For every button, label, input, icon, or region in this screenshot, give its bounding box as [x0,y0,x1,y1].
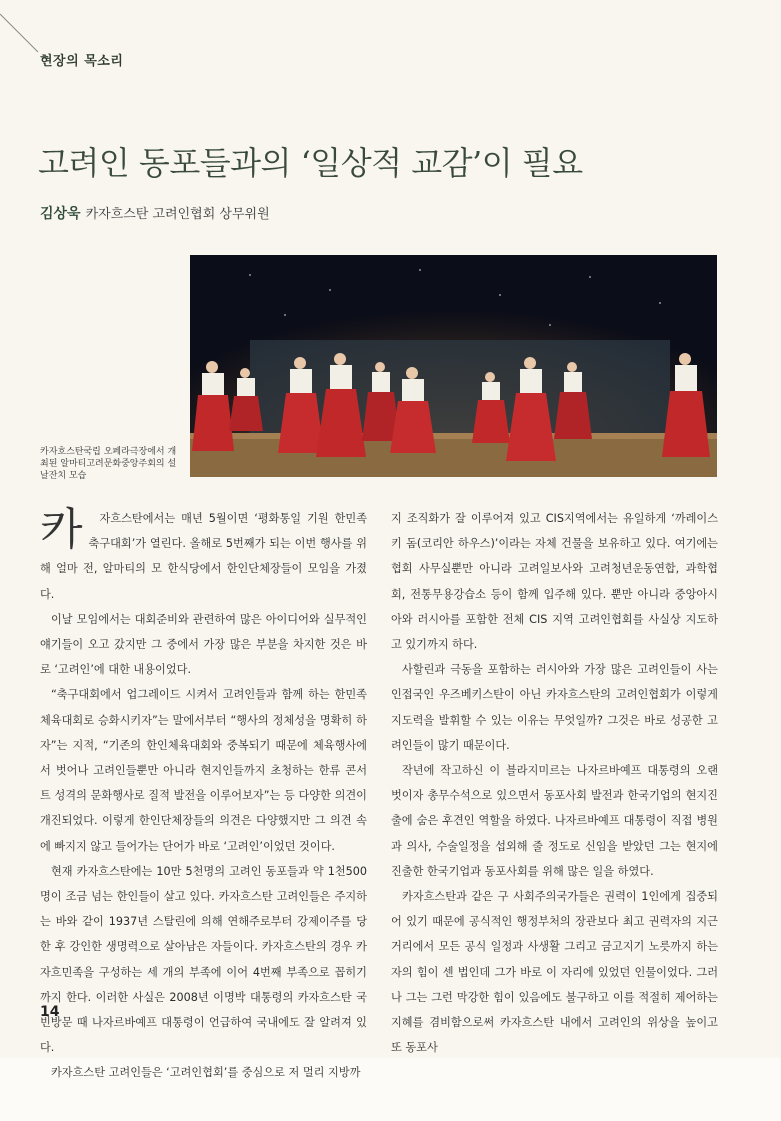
article-column-right [391,506,718,1060]
paragraph: 이날 모임에서는 대회준비와 관련하여 많은 아이디어와 실무적인 얘기들이 오고 갔지만 그 중에서 가장 많은 부분을 차지한 것은 바로 ‘고려인’에 대한 내용이었다. [40,612,367,677]
paragraph: “축구대회에서 업그레이드 시켜서 고려인들과 함께 하는 한민족 체육대회로 승화시키자”는 말에서부터 “행사의 정체성을 명확히 하자”는 지적, “기존의 한인체육대회와 중복되기 때문에 체육행사에서 벗어나 고려인들뿐만 아니라 현지인들까지 초청하는 한류 콘서트 성격의 문화행사로 질적 발전을 이루어보자”는 등 다양한 의견이 개진되었다. 이렇게 한인단체장들의 의견은 다양했지만 그 의견 속에 빠지지 않고 들어가는 단어가 바로 ‘고려인’이었던 것이다. [40,688,367,853]
paragraph: 카자흐스탄 고려인들은 ‘고려인협회’를 중심으로 저 멀리 지방까 [51,1066,361,1080]
photo-caption: 카자흐스탄국립 오페라극장에서 개최된 알마티고려문화중앙주회의 설날잔치 모습 [40,447,177,481]
paragraph: 지 조직화가 잘 이루어져 있고 CIS지역에서는 유일하게 ‘까레이스키 돔(코리안 하우스)’이라는 자체 건물을 보유하고 있다. 여기에는 협회 사무실뿐만 아니라 고려일보사와 고려청년운동연합, 과학협회, 전통무용강습소 등이 함께 입주해 있다. 뿐만 아니라 중앙아시아와 러시아를 포함한 전체 CIS 지역 고려인협회를 사실상 지도하고 있기까지 하다. [391,512,718,652]
article-column-left [40,506,367,1086]
author-affiliation: 카자흐스탄 고려인협회 상무위원 [85,207,270,222]
paragraph: 카자흐스탄과 같은 구 사회주의국가들은 권력이 1인에게 집중되어 있기 때문에 공식적인 행정부처의 장관보다 최고 권력자의 지근거리에서 모든 공식 일정과 사생활 그리고 금고지기 노릇까지 하는 자의 힘이 센 법인데 그가 바로 이 자리에 있었던 인물이었다. 그러나 그는 그런 막강한 힘이 있음에도 불구하고 이를 적절히 제어하는 지혜를 겸비함으로써 카자흐스탄 내에서 고려인의 위상을 높이고 또 동포사 [391,890,718,1055]
author-name: 김상욱 [40,206,81,222]
section-label: 현장의 목소리 [40,54,124,69]
byline [40,203,270,223]
article-title: 고려인 동포들과의 ‘일상적 교감’이 필요 [38,144,583,182]
paragraph [40,506,367,607]
drop-cap: 카 [40,504,83,555]
paragraph: 현재 카자흐스탄에는 10만 5천명의 고려인 동포들과 약 1천500명이 조금 넘는 한인들이 살고 있다. 카자흐스탄 고려인들은 주지하는 바와 같이 1937년 스탈린에 의해 연해주로부터 강제이주를 당한 후 강인한 생명력으로 살아남은 자들이다. 카자흐스탄의 경우 카자흐민족을 구성하는 세 개의 부족에 이어 4번째 부족으로 꼽히기 까지 한다. 이러한 사실은 2008년 이명박 대통령의 카자흐스탄 국빈방문 때 나자르바예프 대통령이 언급하여 국내에도 잘 알려져 있다. [40,864,367,1055]
paragraph: 사할린과 극동을 포함하는 러시아와 가장 많은 고려인들이 사는 인접국인 우즈베키스탄이 아닌 카자흐스탄의 고려인협회가 이렇게 지도력을 발휘할 수 있는 이유는 무엇일까? 그것은 바로 성공한 고려인들이 많기 때문이다. [391,663,718,752]
page-number: 14 [40,1004,60,1020]
dance-performance-photo [190,255,717,477]
paragraph: 작년에 작고하신 이 블라지미르는 나자르바예프 대통령의 오랜 벗이자 총무수석으로 있으면서 동포사회 발전과 한국기업의 현지진출에 숨은 후견인 역할을 하였다. 나자르바예프 대통령이 직접 병원과 의사, 수술일정을 섭외해 줄 정도로 신임을 받았던 그는 현지에 진출한 한국기업과 동포사회를 위해 많은 일을 하였다. [391,764,718,878]
paragraph-text: 자흐스탄에서는 매년 5월이면 ‘평화통일 기원 한민족 축구대회’가 열린다. 올해로 5번째가 되는 이번 행사를 위해 얼마 전, 알마티의 모 한식당에서 한인단체장들이 모임을 가졌다. [40,512,367,601]
